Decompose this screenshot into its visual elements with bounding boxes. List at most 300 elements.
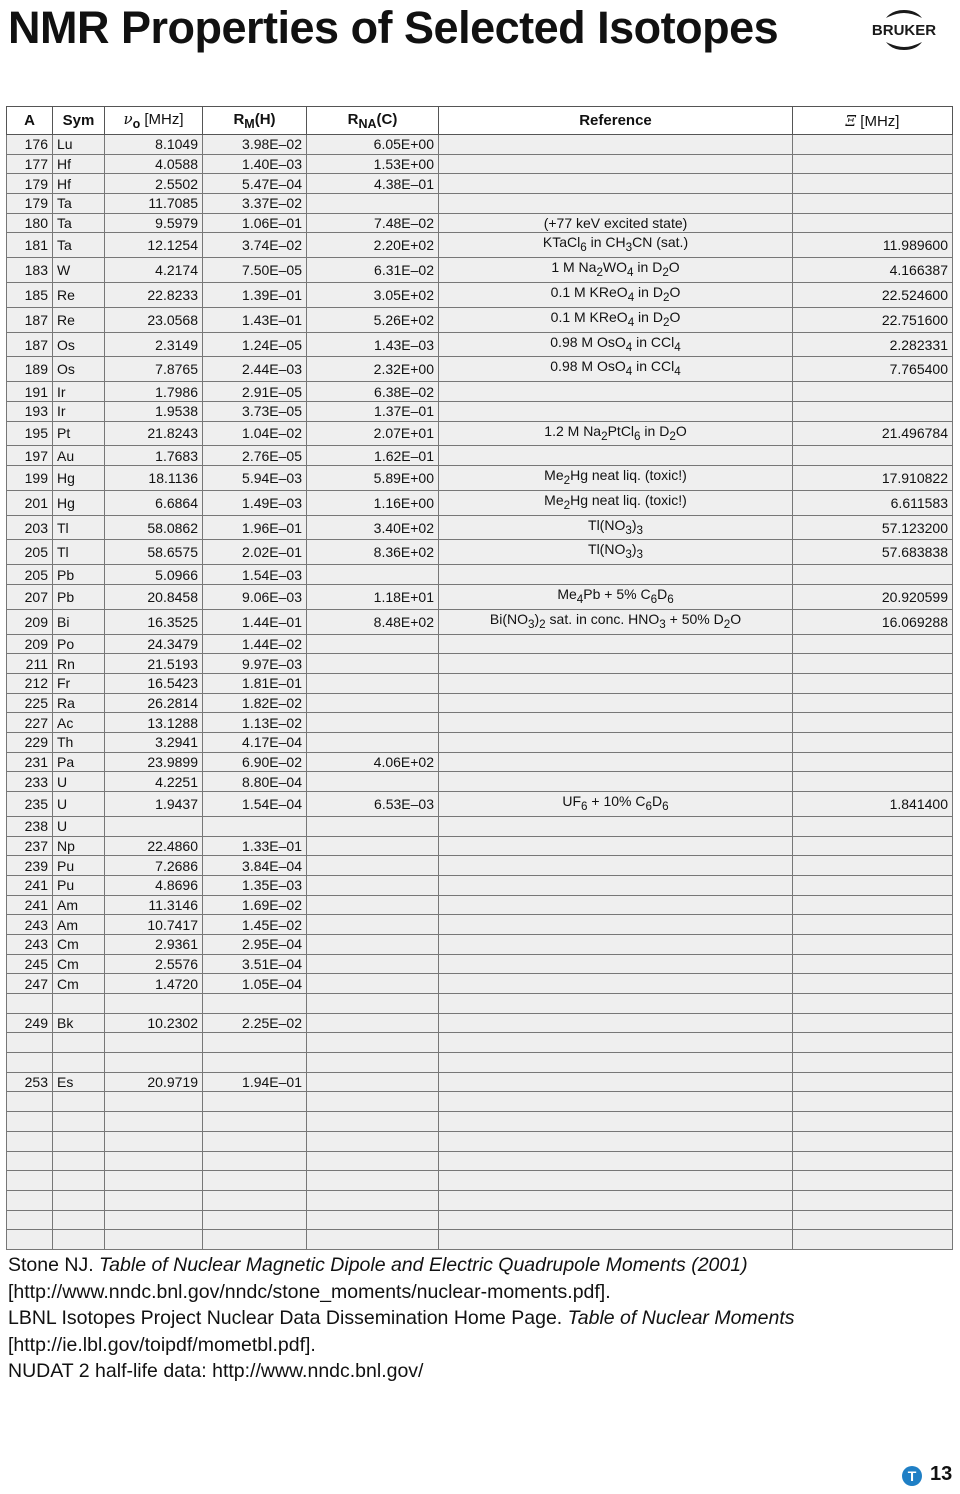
cell-rna: 8.48E+02 — [307, 609, 439, 634]
cell-frequency: 23.0568 — [105, 307, 203, 332]
table-row — [7, 213, 953, 233]
cell-xi — [793, 915, 953, 935]
cell-frequency: 26.2814 — [105, 693, 203, 713]
cell-mass-number: 187 — [7, 307, 53, 332]
cell-reference — [439, 634, 793, 654]
cell-rm: 1.96E–01 — [203, 515, 307, 540]
cell-rm: 1.81E–01 — [203, 673, 307, 693]
cell-xi — [793, 174, 953, 194]
cell-mass-number: 176 — [7, 135, 53, 155]
table-row — [7, 974, 953, 994]
cell-xi — [793, 1013, 953, 1033]
cell-rna: 6.31E–02 — [307, 258, 439, 283]
table-row — [7, 490, 953, 515]
cell-xi: 1.841400 — [793, 792, 953, 817]
cell-rna — [307, 565, 439, 585]
table-row — [7, 732, 953, 752]
table-row — [7, 565, 953, 585]
cell-reference — [439, 895, 793, 915]
cell-xi: 22.524600 — [793, 283, 953, 308]
cell-symbol: Lu — [53, 135, 105, 155]
table-row — [7, 1033, 953, 1053]
table-row — [7, 915, 953, 935]
cell-mass-number — [7, 994, 53, 1014]
cell-rm: 2.25E–02 — [203, 1013, 307, 1033]
cell-xi — [793, 673, 953, 693]
cell-rna — [307, 1013, 439, 1033]
cell-rna — [307, 1171, 439, 1191]
cell-symbol — [53, 1151, 105, 1171]
table-row — [7, 401, 953, 421]
cell-symbol: Th — [53, 732, 105, 752]
table-row — [7, 693, 953, 713]
cell-symbol — [53, 1092, 105, 1112]
cell-mass-number: 209 — [7, 634, 53, 654]
cell-mass-number — [7, 1230, 53, 1250]
table-row — [7, 283, 953, 308]
cell-xi: 2.282331 — [793, 332, 953, 357]
cell-reference — [439, 934, 793, 954]
cell-rna — [307, 1190, 439, 1210]
cell-rm — [203, 1190, 307, 1210]
cell-reference — [439, 875, 793, 895]
cell-xi — [793, 1072, 953, 1092]
cell-rna: 6.05E+00 — [307, 135, 439, 155]
cell-symbol: Re — [53, 283, 105, 308]
cell-reference — [439, 174, 793, 194]
cell-xi — [793, 135, 953, 155]
cell-xi — [793, 1131, 953, 1151]
cell-symbol: Ra — [53, 693, 105, 713]
cell-rm — [203, 1151, 307, 1171]
cell-xi — [793, 1033, 953, 1053]
cell-symbol: Np — [53, 836, 105, 856]
cell-rna: 1.18E+01 — [307, 584, 439, 609]
cell-frequency: 2.9361 — [105, 934, 203, 954]
cell-xi — [793, 1190, 953, 1210]
header-reference: Reference — [439, 107, 793, 135]
reference-line: [http://www.nndc.bnl.gov/nndc/stone_moments/nuclear-moments.pdf]. — [8, 1280, 611, 1303]
cell-rna: 1.53E+00 — [307, 154, 439, 174]
cell-rm: 3.74E–02 — [203, 233, 307, 258]
cell-rm: 1.24E–05 — [203, 332, 307, 357]
reference-line: [http://ie.lbl.gov/toipdf/mometbl.pdf]. — [8, 1333, 316, 1356]
cell-xi — [793, 974, 953, 994]
cell-rm: 2.02E–01 — [203, 540, 307, 565]
cell-rm: 2.44E–03 — [203, 357, 307, 382]
cell-frequency: 1.9538 — [105, 401, 203, 421]
cell-reference — [439, 1230, 793, 1250]
cell-rna — [307, 1033, 439, 1053]
table-row — [7, 584, 953, 609]
table-row — [7, 194, 953, 214]
cell-reference: $UF_6 + 10\%$ $C_6D_6$ — [439, 792, 793, 817]
cell-rna: 1.43E–03 — [307, 332, 439, 357]
cell-symbol: Fr — [53, 673, 105, 693]
cell-reference — [439, 713, 793, 733]
cell-rm: 1.69E–02 — [203, 895, 307, 915]
cell-rna — [307, 1072, 439, 1092]
cell-rna — [307, 1092, 439, 1112]
cell-mass-number: 203 — [7, 515, 53, 540]
cell-symbol: U — [53, 772, 105, 792]
cell-rna: 2.20E+02 — [307, 233, 439, 258]
table-row — [7, 816, 953, 836]
reference-line: Stone NJ. Table of Nuclear Magnetic Dipole and Electric Quadrupole Moments (2001) — [8, 1254, 748, 1276]
table-row — [7, 1092, 953, 1112]
cell-rna: 6.53E–03 — [307, 792, 439, 817]
cell-mass-number: 180 — [7, 213, 53, 233]
cell-symbol — [53, 1230, 105, 1250]
cell-mass-number: 247 — [7, 974, 53, 994]
cell-reference — [439, 1053, 793, 1073]
cell-rna: 3.40E+02 — [307, 515, 439, 540]
cell-rna: 1.62E–01 — [307, 446, 439, 466]
cell-xi — [793, 1210, 953, 1230]
cell-rna — [307, 974, 439, 994]
table-row — [7, 836, 953, 856]
cell-frequency: 1.4720 — [105, 974, 203, 994]
cell-mass-number: 209 — [7, 609, 53, 634]
cell-frequency — [105, 1151, 203, 1171]
cell-frequency: 58.6575 — [105, 540, 203, 565]
cell-rna — [307, 1112, 439, 1132]
cell-mass-number: 195 — [7, 421, 53, 446]
cell-xi — [793, 994, 953, 1014]
cell-mass-number: 187 — [7, 332, 53, 357]
cell-rna: 2.32E+00 — [307, 357, 439, 382]
cell-symbol: Rn — [53, 654, 105, 674]
cell-symbol: U — [53, 816, 105, 836]
cell-xi — [793, 856, 953, 876]
table-row — [7, 609, 953, 634]
cell-rna: 1.37E–01 — [307, 401, 439, 421]
cell-rm: 2.95E–04 — [203, 934, 307, 954]
cell-rna — [307, 772, 439, 792]
cell-frequency — [105, 1230, 203, 1250]
cell-rm: 3.37E–02 — [203, 194, 307, 214]
cell-symbol: Ta — [53, 213, 105, 233]
cell-rm — [203, 994, 307, 1014]
table-row — [7, 332, 953, 357]
cell-reference: 0.1 M KReO$_4$ in $D_2O$ — [439, 283, 793, 308]
cell-rm: 1.44E–01 — [203, 609, 307, 634]
cell-rna — [307, 732, 439, 752]
table-row — [7, 357, 953, 382]
cell-rna — [307, 194, 439, 214]
cell-reference — [439, 1072, 793, 1092]
cell-mass-number: 179 — [7, 174, 53, 194]
cell-rm: 1.40E–03 — [203, 154, 307, 174]
cell-rm: 1.39E–01 — [203, 283, 307, 308]
table-row — [7, 135, 953, 155]
cell-frequency: 4.0588 — [105, 154, 203, 174]
cell-reference: $Tl(NO_3)_3$ — [439, 515, 793, 540]
cell-frequency — [105, 1033, 203, 1053]
table-row — [7, 792, 953, 817]
cell-rm — [203, 1112, 307, 1132]
cell-frequency: 7.8765 — [105, 357, 203, 382]
cell-rm — [203, 1131, 307, 1151]
cell-symbol: Ac — [53, 713, 105, 733]
cell-rm — [203, 1210, 307, 1230]
cell-symbol: Es — [53, 1072, 105, 1092]
cell-rna: 4.38E–01 — [307, 174, 439, 194]
cell-mass-number — [7, 1131, 53, 1151]
cell-xi: 20.920599 — [793, 584, 953, 609]
cell-rm: 2.76E–05 — [203, 446, 307, 466]
cell-mass-number: 233 — [7, 772, 53, 792]
table-row — [7, 1131, 953, 1151]
cell-frequency: 58.0862 — [105, 515, 203, 540]
cell-rna — [307, 1210, 439, 1230]
cell-reference — [439, 1092, 793, 1112]
cell-symbol — [53, 1131, 105, 1151]
cell-mass-number: 229 — [7, 732, 53, 752]
cell-symbol: Pu — [53, 856, 105, 876]
cell-rna — [307, 654, 439, 674]
cell-frequency: 4.2251 — [105, 772, 203, 792]
cell-rna: 6.38E–02 — [307, 382, 439, 402]
cell-frequency: 2.3149 — [105, 332, 203, 357]
cell-symbol — [53, 994, 105, 1014]
cell-symbol — [53, 1210, 105, 1230]
cell-symbol: Cm — [53, 934, 105, 954]
cell-mass-number: 245 — [7, 954, 53, 974]
cell-mass-number — [7, 1151, 53, 1171]
cell-reference — [439, 856, 793, 876]
cell-symbol: Po — [53, 634, 105, 654]
cell-frequency — [105, 1171, 203, 1191]
cell-reference: $Me_2Hg$ neat liq. (toxic!) — [439, 490, 793, 515]
cell-rm — [203, 1171, 307, 1191]
cell-mass-number: 205 — [7, 540, 53, 565]
cell-mass-number — [7, 1112, 53, 1132]
cell-xi: 57.123200 — [793, 515, 953, 540]
table-row — [7, 673, 953, 693]
cell-xi: 4.166387 — [793, 258, 953, 283]
page-number: 13 — [930, 1463, 953, 1485]
cell-mass-number: 189 — [7, 357, 53, 382]
header-xi: Ξ [MHz] — [793, 107, 953, 135]
cell-xi — [793, 895, 953, 915]
cell-reference — [439, 772, 793, 792]
cell-reference — [439, 693, 793, 713]
cell-symbol: Au — [53, 446, 105, 466]
header-frequency: $\nu_o$ [MHz] — [105, 107, 203, 135]
cell-frequency: 21.8243 — [105, 421, 203, 446]
cell-rm: 1.82E–02 — [203, 693, 307, 713]
cell-symbol: Pa — [53, 752, 105, 772]
cell-frequency: 3.2941 — [105, 732, 203, 752]
cell-xi — [793, 1053, 953, 1073]
table-row — [7, 446, 953, 466]
cell-rna — [307, 693, 439, 713]
cell-rna — [307, 816, 439, 836]
cell-rna: 7.48E–02 — [307, 213, 439, 233]
cell-mass-number — [7, 1092, 53, 1112]
cell-reference — [439, 1033, 793, 1053]
cell-mass-number: 185 — [7, 283, 53, 308]
cell-rna: 8.36E+02 — [307, 540, 439, 565]
cell-xi — [793, 1112, 953, 1132]
cell-symbol: Tl — [53, 540, 105, 565]
cell-rm: 7.50E–05 — [203, 258, 307, 283]
cell-xi — [793, 382, 953, 402]
cell-mass-number: 205 — [7, 565, 53, 585]
table-row — [7, 1072, 953, 1092]
cell-symbol: Pb — [53, 584, 105, 609]
cell-reference — [439, 1171, 793, 1191]
table-row — [7, 515, 953, 540]
header-rna: $R_{NA}(C)$ — [307, 107, 439, 135]
table-row — [7, 713, 953, 733]
cell-xi — [793, 1092, 953, 1112]
cell-symbol: Hg — [53, 490, 105, 515]
cell-reference — [439, 974, 793, 994]
cell-frequency: 9.5979 — [105, 213, 203, 233]
cell-frequency: 22.8233 — [105, 283, 203, 308]
cell-frequency: 23.9899 — [105, 752, 203, 772]
table-row — [7, 1112, 953, 1132]
cell-mass-number: 237 — [7, 836, 53, 856]
cell-reference — [439, 954, 793, 974]
cell-xi — [793, 654, 953, 674]
cell-symbol: Re — [53, 307, 105, 332]
page-title: NMR Properties of Selected Isotopes — [8, 2, 779, 53]
cell-symbol: Os — [53, 332, 105, 357]
cell-mass-number — [7, 1033, 53, 1053]
cell-mass-number: 235 — [7, 792, 53, 817]
cell-frequency: 6.6864 — [105, 490, 203, 515]
cell-frequency — [105, 1112, 203, 1132]
cell-symbol: Hg — [53, 466, 105, 491]
cell-mass-number: 243 — [7, 934, 53, 954]
cell-reference — [439, 401, 793, 421]
table-row — [7, 654, 953, 674]
table-row — [7, 875, 953, 895]
cell-xi — [793, 565, 953, 585]
table-header-row — [7, 107, 953, 135]
table-row — [7, 856, 953, 876]
cell-symbol: Hf — [53, 154, 105, 174]
cell-frequency: 21.5193 — [105, 654, 203, 674]
cell-frequency: 11.3146 — [105, 895, 203, 915]
section-badge-icon: T — [902, 1466, 922, 1486]
cell-symbol: Os — [53, 357, 105, 382]
cell-frequency: 4.2174 — [105, 258, 203, 283]
cell-rna — [307, 673, 439, 693]
cell-mass-number: 225 — [7, 693, 53, 713]
table-row — [7, 174, 953, 194]
cell-rm: 1.54E–04 — [203, 792, 307, 817]
table-row — [7, 382, 953, 402]
cell-frequency: 4.8696 — [105, 875, 203, 895]
cell-xi — [793, 693, 953, 713]
table-row — [7, 934, 953, 954]
table-row — [7, 233, 953, 258]
cell-rna: 2.07E+01 — [307, 421, 439, 446]
cell-rna — [307, 634, 439, 654]
cell-frequency: 2.5502 — [105, 174, 203, 194]
table-row — [7, 752, 953, 772]
cell-xi — [793, 752, 953, 772]
cell-reference — [439, 654, 793, 674]
reference-line: NUDAT 2 half-life data: http://www.nndc.bnl.gov/ — [8, 1360, 424, 1382]
cell-rm — [203, 816, 307, 836]
table-row — [7, 258, 953, 283]
cell-frequency — [105, 1210, 203, 1230]
cell-xi: 22.751600 — [793, 307, 953, 332]
cell-xi — [793, 634, 953, 654]
cell-xi — [793, 446, 953, 466]
cell-frequency: 16.5423 — [105, 673, 203, 693]
cell-rna — [307, 954, 439, 974]
table-row — [7, 634, 953, 654]
cell-mass-number: 212 — [7, 673, 53, 693]
cell-reference: 0.98 M OsO$_4$ in CCl$_4$ — [439, 332, 793, 357]
cell-mass-number: 197 — [7, 446, 53, 466]
cell-reference — [439, 194, 793, 214]
cell-symbol: Pt — [53, 421, 105, 446]
cell-symbol — [53, 1190, 105, 1210]
cell-rm — [203, 1033, 307, 1053]
cell-rm: 9.06E–03 — [203, 584, 307, 609]
table-row — [7, 1151, 953, 1171]
table-row — [7, 154, 953, 174]
cell-rna — [307, 1230, 439, 1250]
cell-reference: 0.98 M OsO$_4$ in CCl$_4$ — [439, 357, 793, 382]
table-row — [7, 1053, 953, 1073]
cell-frequency: 11.7085 — [105, 194, 203, 214]
cell-reference — [439, 1190, 793, 1210]
cell-rm: 3.73E–05 — [203, 401, 307, 421]
cell-reference — [439, 154, 793, 174]
cell-frequency: 5.0966 — [105, 565, 203, 585]
cell-rm: 1.44E–02 — [203, 634, 307, 654]
cell-rm: 1.45E–02 — [203, 915, 307, 935]
cell-reference: $Tl(NO_3)_3$ — [439, 540, 793, 565]
cell-reference — [439, 673, 793, 693]
cell-frequency — [105, 816, 203, 836]
cell-reference — [439, 1151, 793, 1171]
table-row — [7, 466, 953, 491]
cell-mass-number: 241 — [7, 875, 53, 895]
cell-frequency — [105, 994, 203, 1014]
cell-mass-number — [7, 1210, 53, 1230]
cell-xi — [793, 875, 953, 895]
cell-mass-number — [7, 1190, 53, 1210]
table-row — [7, 1013, 953, 1033]
cell-symbol: Am — [53, 915, 105, 935]
cell-rm: 1.04E–02 — [203, 421, 307, 446]
table-row — [7, 540, 953, 565]
cell-reference — [439, 732, 793, 752]
cell-rna — [307, 1131, 439, 1151]
cell-frequency: 7.2686 — [105, 856, 203, 876]
cell-reference — [439, 752, 793, 772]
isotope-table — [6, 106, 953, 1250]
cell-rm — [203, 1230, 307, 1250]
cell-xi — [793, 954, 953, 974]
cell-mass-number: 183 — [7, 258, 53, 283]
cell-reference: $Me_4Pb + 5\%$ $C_6D_6$ — [439, 584, 793, 609]
cell-xi — [793, 934, 953, 954]
cell-rm: 3.84E–04 — [203, 856, 307, 876]
cell-reference — [439, 382, 793, 402]
cell-frequency: 20.8458 — [105, 584, 203, 609]
cell-rm: 1.43E–01 — [203, 307, 307, 332]
